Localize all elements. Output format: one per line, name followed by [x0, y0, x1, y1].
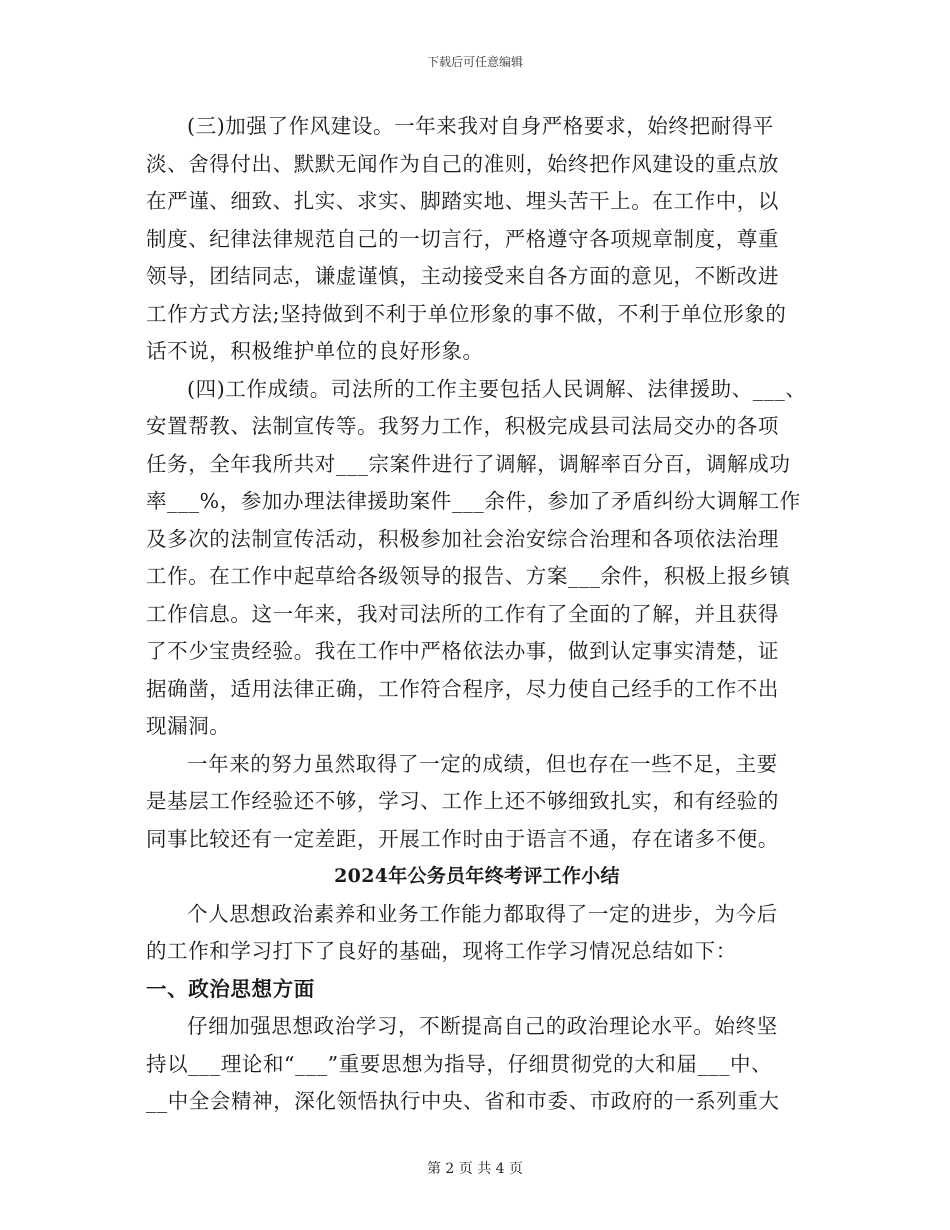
paragraph-line: 及多次的法制宣传活动，积极参加社会治安综合治理和各项依法治理	[146, 526, 779, 551]
paragraph-line: 制度、纪律法律规范自己的一切言行，严格遵守各项规章制度，尊重	[146, 226, 779, 251]
paragraph-line: 个人思想政治素养和业务工作能力都取得了一定的进步，为今后	[187, 901, 778, 926]
paragraph-line: 同事比较还有一定差距，开展工作时由于语言不通，存在诸多不便。	[146, 826, 779, 851]
paragraph-line: 持以___理论和“___”重要思想为指导，仔细贯彻党的大和届___中、	[146, 1051, 773, 1076]
paragraph-line: 的工作和学习打下了良好的基础，现将工作学习情况总结如下：	[146, 939, 737, 963]
page-footer: 第 2 页 共 4 页	[426, 1161, 524, 1177]
paragraph-line: 工作信息。这一年来，我对司法所的工作有了全面的了解，并且获得	[146, 601, 779, 626]
paragraph-line: 了不少宝贵经验。我在工作中严格依法办事，做到认定事实清楚，证	[146, 639, 779, 663]
paragraph-line: 工作。在工作中起草给各级领导的报告、方案___余件，积极上报乡镇	[146, 564, 791, 588]
paragraph-line: 话不说，积极维护单位的良好形象。	[146, 339, 484, 363]
paragraph-line: 是基层工作经验还不够，学习、工作上还不够细致扎实，和有经验的	[146, 789, 779, 813]
paragraph-line: __中全会精神，深化领悟执行中央、省和市委、市政府的一系列重大	[146, 1089, 780, 1113]
paragraph-line: 仔细加强思想政治学习，不断提高自己的政治理论水平。始终坚	[187, 1014, 778, 1038]
paragraph-line: 在严谨、细致、扎实、求实、脚踏实地、埋头苦干上。在工作中，以	[146, 189, 779, 213]
document-body	[146, 108, 808, 1121]
paragraph-line: 工作方式方法;坚持做到不利于单位形象的事不做，不利于单位形象的	[146, 301, 787, 326]
paragraph-line: 率___%，参加办理法律援助案件___余件，参加了矛盾纠纷大调解工作	[146, 489, 801, 513]
paragraph-line: 安置帮教、法制宣传等。我努力工作，积极完成县司法局交办的各项	[146, 414, 779, 438]
paragraph-line: 领导，团结同志，谦虚谨慎，主动接受来自各方面的意见，不断改进	[146, 264, 779, 288]
paragraph-line: 淡、舍得付出、默默无闻作为自己的准则，始终把作风建设的重点放	[146, 151, 779, 176]
paragraph-line: 一年来的努力虽然取得了一定的成绩，但也存在一些不足，主要	[187, 751, 778, 776]
paragraph-line: 任务，全年我所共对___宗案件进行了调解，调解率百分百，调解成功	[146, 451, 791, 476]
paragraph-line: (三)加强了作风建设。一年来我对自身严格要求，始终把耐得平	[187, 114, 774, 138]
section-title: 2024年公务员年终考评工作小结	[334, 865, 620, 887]
paragraph-line: 现漏洞。	[146, 714, 231, 738]
page-header: 下载后可任意编辑	[426, 55, 523, 69]
section-heading: 一、政治思想方面	[146, 976, 315, 1001]
paragraph-line: 据确凿，适用法律正确，工作符合程序，尽力使自己经手的工作不出	[146, 676, 779, 701]
paragraph-line: (四)工作成绩。司法所的工作主要包括人民调解、法律援助、___、	[187, 376, 807, 401]
